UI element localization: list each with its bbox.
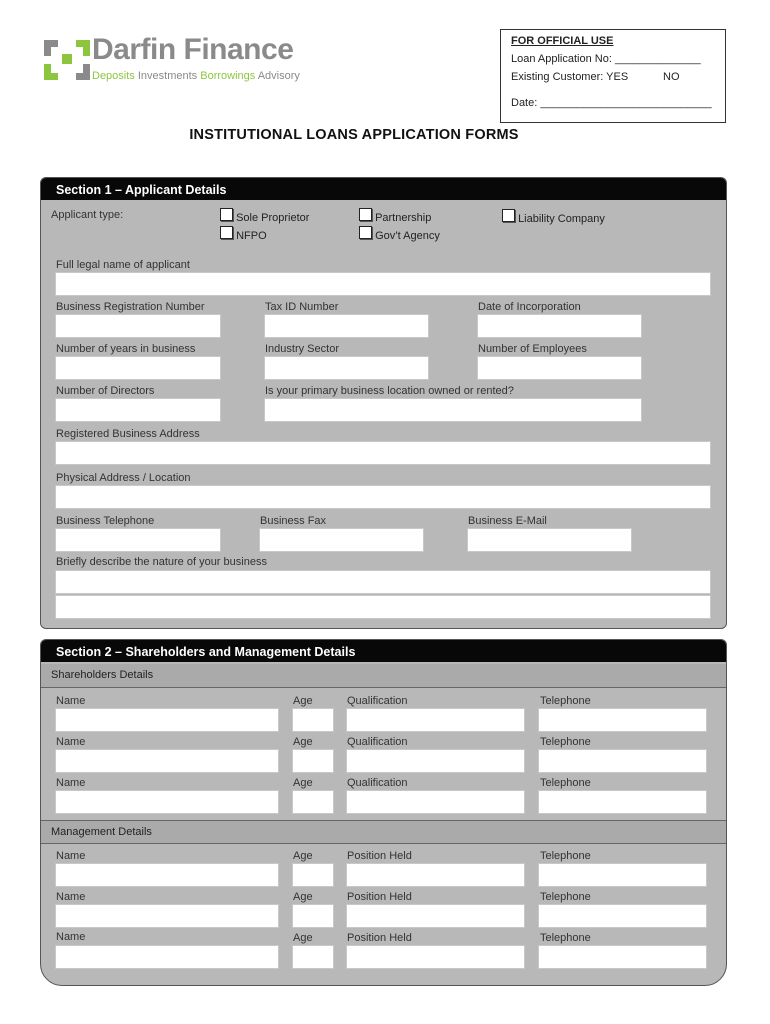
shareholder-telephone-field[interactable] (538, 708, 707, 732)
shareholder-age-label: Age (293, 695, 313, 707)
business-fax-field[interactable] (259, 528, 424, 552)
industry-sector-field[interactable] (264, 356, 429, 380)
shareholder-name-field[interactable] (55, 708, 279, 732)
shareholder-qualification-label: Qualification (347, 695, 408, 707)
existing-customer-no: NO (663, 71, 680, 83)
shareholder-age-field[interactable] (292, 749, 334, 773)
shareholder-qualification-label: Qualification (347, 777, 408, 789)
manager-name-field[interactable] (55, 904, 279, 928)
registered-address-field[interactable] (55, 441, 711, 465)
section-1-title: Section 1 – Applicant Details (41, 178, 726, 200)
shareholder-name-label: Name (56, 736, 86, 748)
employees-field[interactable] (477, 356, 642, 380)
management-header: Management Details (41, 820, 726, 844)
directors-label: Number of Directors (56, 385, 155, 397)
incorporation-date-label: Date of Incorporation (478, 301, 581, 313)
shareholder-telephone-label: Telephone (540, 695, 591, 707)
years-in-business-label: Number of years in business (56, 343, 196, 355)
company-tagline: Deposits Investments Borrowings Advisory (92, 70, 300, 82)
manager-name-field[interactable] (55, 945, 279, 969)
business-nature-label: Briefly describe the nature of your business (56, 556, 267, 568)
manager-name-label: Name (56, 931, 86, 943)
registration-number-label: Business Registration Number (56, 301, 205, 313)
shareholder-telephone-label: Telephone (540, 736, 591, 748)
registered-address-label: Registered Business Address (56, 428, 200, 440)
manager-age-field[interactable] (292, 863, 334, 887)
official-date: Date: ____________________________ (511, 97, 712, 109)
company-logo-icon (44, 40, 90, 80)
manager-position-field[interactable] (346, 863, 525, 887)
shareholder-age-label: Age (293, 777, 313, 789)
checkbox-icon[interactable] (220, 208, 233, 221)
manager-position-field[interactable] (346, 904, 525, 928)
tax-id-label: Tax ID Number (265, 301, 339, 313)
business-email-field[interactable] (467, 528, 632, 552)
manager-position-field[interactable] (346, 945, 525, 969)
physical-address-field[interactable] (55, 485, 711, 509)
manager-name-label: Name (56, 850, 86, 862)
manager-telephone-field[interactable] (538, 945, 707, 969)
business-email-label: Business E-Mail (468, 515, 547, 527)
shareholder-name-field[interactable] (55, 749, 279, 773)
shareholder-age-field[interactable] (292, 790, 334, 814)
physical-address-label: Physical Address / Location (56, 472, 191, 484)
business-telephone-label: Business Telephone (56, 515, 155, 527)
manager-telephone-label: Telephone (540, 891, 591, 903)
shareholder-age-label: Age (293, 736, 313, 748)
location-owned-label: Is your primary business location owned or rented? (265, 385, 514, 397)
industry-sector-label: Industry Sector (265, 343, 339, 355)
business-nature-field-2[interactable] (55, 595, 711, 619)
business-telephone-field[interactable] (55, 528, 221, 552)
shareholder-name-field[interactable] (55, 790, 279, 814)
manager-position-label: Position Held (347, 850, 412, 862)
checkbox-icon[interactable] (502, 209, 515, 222)
section-shareholders-management (40, 639, 727, 986)
company-name: Darfin Finance (92, 33, 294, 66)
official-use-title: FOR OFFICIAL USE (511, 35, 614, 47)
checkbox-govt-agency[interactable]: Gov’t Agency (359, 226, 440, 242)
employees-label: Number of Employees (478, 343, 587, 355)
manager-telephone-label: Telephone (540, 850, 591, 862)
shareholder-qualification-field[interactable] (346, 790, 525, 814)
full-name-label: Full legal name of applicant (56, 259, 190, 271)
shareholders-header: Shareholders Details (41, 664, 726, 688)
shareholder-telephone-label: Telephone (540, 777, 591, 789)
directors-field[interactable] (55, 398, 221, 422)
manager-name-field[interactable] (55, 863, 279, 887)
location-owned-field[interactable] (264, 398, 642, 422)
checkbox-icon[interactable] (359, 208, 372, 221)
shareholder-name-label: Name (56, 695, 86, 707)
tax-id-field[interactable] (264, 314, 429, 338)
registration-number-field[interactable] (55, 314, 221, 338)
shareholder-age-field[interactable] (292, 708, 334, 732)
shareholder-qualification-field[interactable] (346, 708, 525, 732)
manager-age-label: Age (293, 891, 313, 903)
years-in-business-field[interactable] (55, 356, 221, 380)
official-use-box (500, 29, 726, 123)
checkbox-icon[interactable] (220, 226, 233, 239)
applicant-type-label: Applicant type: (51, 209, 124, 221)
manager-name-label: Name (56, 891, 86, 903)
section-2-title: Section 2 – Shareholders and Management Details (41, 640, 726, 662)
business-nature-field-1[interactable] (55, 570, 711, 594)
manager-telephone-field[interactable] (538, 904, 707, 928)
checkbox-sole-proprietor[interactable]: Sole Proprietor (220, 208, 309, 224)
incorporation-date-field[interactable] (477, 314, 642, 338)
existing-customer-yes: Existing Customer: YES (511, 71, 629, 83)
manager-telephone-label: Telephone (540, 932, 591, 944)
section-applicant-details (40, 177, 727, 629)
manager-age-label: Age (293, 850, 313, 862)
shareholder-name-label: Name (56, 777, 86, 789)
manager-age-field[interactable] (292, 904, 334, 928)
manager-telephone-field[interactable] (538, 863, 707, 887)
checkbox-liability-company[interactable]: Liability Company (502, 209, 605, 225)
shareholder-telephone-field[interactable] (538, 749, 707, 773)
checkbox-icon[interactable] (359, 226, 372, 239)
business-fax-label: Business Fax (260, 515, 327, 527)
document-title: INSTITUTIONAL LOANS APPLICATION FORMS (189, 127, 519, 143)
manager-position-label: Position Held (347, 932, 412, 944)
checkbox-partnership[interactable]: Partnership (359, 208, 431, 224)
full-name-field[interactable] (55, 272, 711, 296)
manager-position-label: Position Held (347, 891, 412, 903)
manager-age-label: Age (293, 932, 313, 944)
checkbox-nfpo[interactable]: NFPO (220, 226, 267, 242)
shareholder-qualification-label: Qualification (347, 736, 408, 748)
manager-age-field[interactable] (292, 945, 334, 969)
loan-application-number: Loan Application No: ______________ (511, 53, 701, 65)
shareholder-qualification-field[interactable] (346, 749, 525, 773)
shareholder-telephone-field[interactable] (538, 790, 707, 814)
